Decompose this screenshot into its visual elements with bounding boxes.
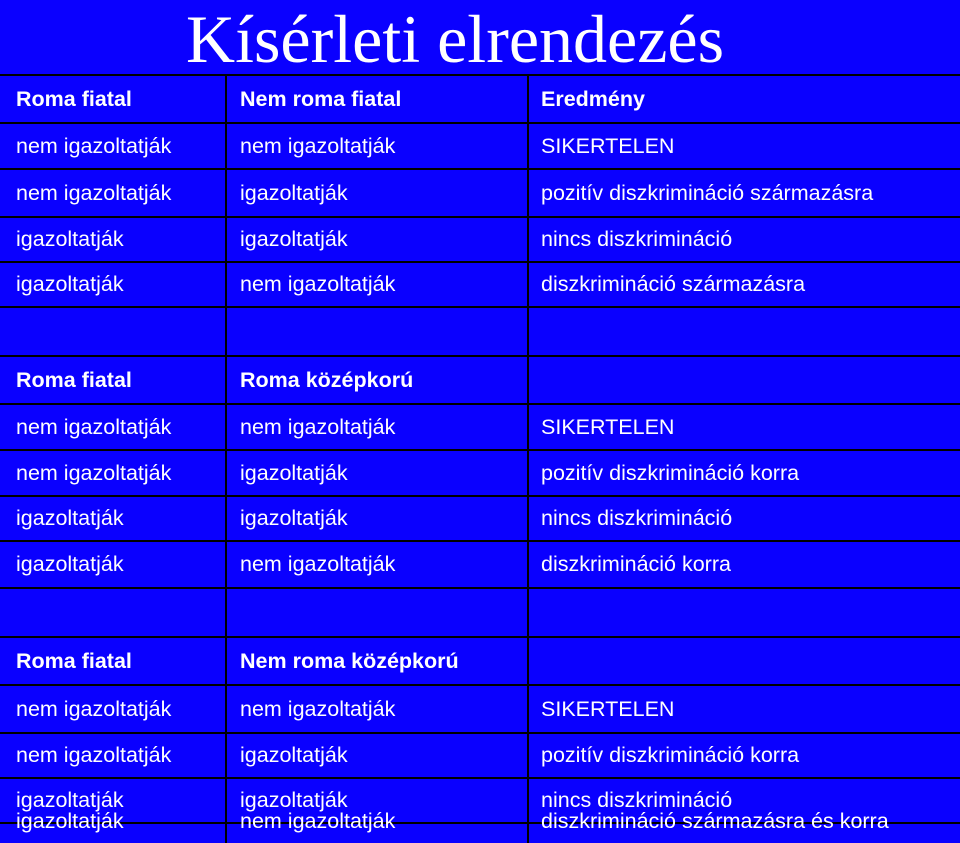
table-cell-col-2: igazoltatják bbox=[227, 497, 529, 540]
table-cell-col-2: igazoltatják bbox=[227, 218, 529, 261]
table-cell-col-3: SIKERTELEN bbox=[541, 696, 675, 721]
header-cell-col-2: Roma középkorú bbox=[227, 357, 529, 403]
table-row bbox=[0, 734, 960, 779]
table-cell-col-3: pozitív diszkrimináció korra bbox=[541, 460, 800, 485]
table-cell-col-2: nem igazoltatják bbox=[227, 405, 529, 449]
table-row bbox=[0, 800, 960, 843]
section-spacer-row bbox=[0, 589, 960, 638]
table-row bbox=[0, 542, 960, 589]
table-header-row bbox=[0, 357, 960, 405]
table-cell-col-3: SIKERTELEN bbox=[541, 414, 675, 439]
table-header-row bbox=[0, 638, 960, 686]
table-cell-col-2: nem igazoltatják bbox=[227, 263, 529, 306]
header-cell-col-1: Roma fiatal bbox=[0, 76, 227, 122]
table-cell-col-2: nem igazoltatják bbox=[227, 800, 529, 843]
table-cell-col-1: igazoltatják bbox=[0, 779, 227, 822]
header-cell-col-2: Nem roma fiatal bbox=[227, 76, 529, 122]
table-cell-col-2: nem igazoltatják bbox=[227, 686, 529, 732]
table-cell-col-2: nem igazoltatják bbox=[227, 124, 529, 168]
table-cell-col-1: igazoltatják bbox=[0, 542, 227, 587]
table-cell-col-1: nem igazoltatják bbox=[0, 451, 227, 495]
header-cell-col-1: Roma fiatal bbox=[0, 638, 227, 684]
table-row bbox=[0, 405, 960, 451]
empty-cell bbox=[0, 308, 227, 355]
header-cell-col-3 bbox=[529, 638, 960, 684]
empty-cell bbox=[529, 308, 960, 355]
table-cell-col-1: igazoltatják bbox=[0, 263, 227, 306]
empty-cell bbox=[227, 589, 529, 636]
table-cell-col-3: diszkrimináció származásra bbox=[541, 272, 806, 296]
table-cell-col-3: diszkrimináció származásra és korra bbox=[541, 809, 889, 833]
table-cell-col-1: nem igazoltatják bbox=[0, 124, 227, 168]
table-cell-col-1: igazoltatják bbox=[0, 497, 227, 540]
table-row bbox=[0, 170, 960, 218]
table-cell-col-1: nem igazoltatják bbox=[0, 170, 227, 216]
page-title: Kísérleti elrendezés bbox=[185, 1, 725, 77]
table-cell-col-1: igazoltatják bbox=[0, 218, 227, 261]
table-row bbox=[0, 218, 960, 263]
empty-cell bbox=[227, 308, 529, 355]
section-spacer-row bbox=[0, 308, 960, 357]
table-row bbox=[0, 263, 960, 308]
header-cell-col-3 bbox=[529, 357, 960, 403]
table-cell-col-3: diszkrimináció korra bbox=[541, 552, 731, 576]
table-cell-col-2: igazoltatják bbox=[227, 734, 529, 777]
table-row bbox=[0, 497, 960, 542]
empty-cell bbox=[0, 589, 227, 636]
table-cell-col-1: nem igazoltatják bbox=[0, 405, 227, 449]
table-row bbox=[0, 686, 960, 734]
table-row bbox=[0, 451, 960, 497]
header-cell-col-2: Nem roma középkorú bbox=[227, 638, 529, 684]
table-cell-col-3: pozitív diszkrimináció származásra bbox=[541, 180, 874, 205]
header-cell-col-1: Roma fiatal bbox=[0, 357, 227, 403]
table-cell-col-3: nincs diszkrimináció bbox=[541, 227, 733, 251]
table-cell-col-1: nem igazoltatják bbox=[0, 734, 227, 777]
table-cell-col-3: nincs diszkrimináció bbox=[541, 506, 733, 530]
table-header-row bbox=[0, 76, 960, 124]
table-cell-col-3: SIKERTELEN bbox=[541, 133, 675, 158]
table-cell-col-2: igazoltatják bbox=[227, 779, 529, 822]
table-cell-col-1: igazoltatják bbox=[0, 800, 227, 843]
header-cell-col-3: Eredmény bbox=[541, 86, 645, 111]
table-cell-col-2: igazoltatják bbox=[227, 170, 529, 216]
table-row bbox=[0, 124, 960, 170]
experiment-table bbox=[0, 74, 960, 843]
table-cell-col-2: nem igazoltatják bbox=[227, 542, 529, 587]
table-cell-col-3: pozitív diszkrimináció korra bbox=[541, 743, 800, 767]
empty-cell bbox=[529, 589, 960, 636]
table-cell-col-2: igazoltatják bbox=[227, 451, 529, 495]
table-cell-col-1: nem igazoltatják bbox=[0, 686, 227, 732]
table-cell-col-3: nincs diszkrimináció bbox=[541, 788, 733, 812]
